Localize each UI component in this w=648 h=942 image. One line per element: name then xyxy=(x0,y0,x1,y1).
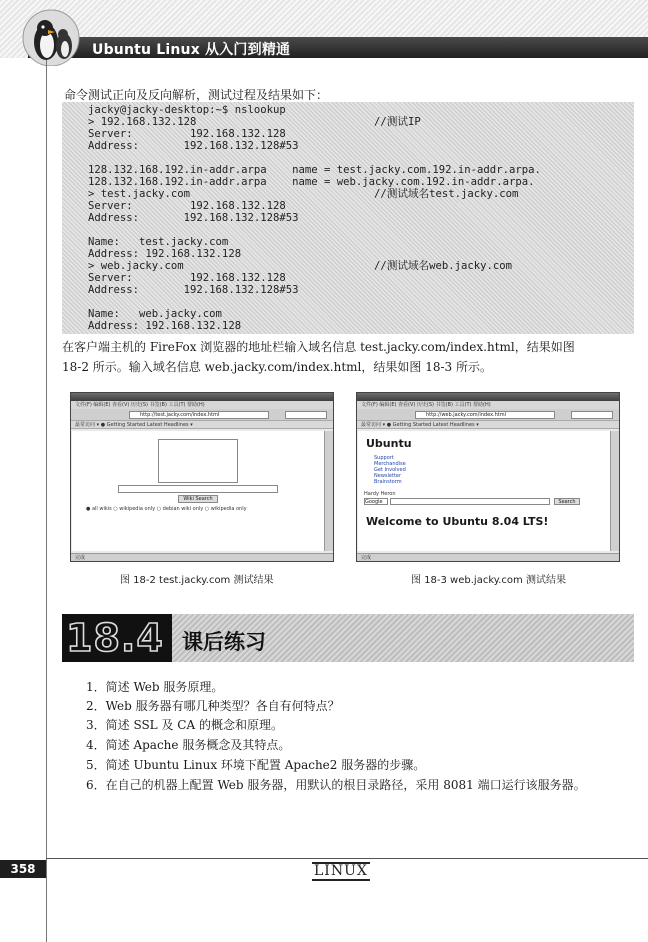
footer-rule xyxy=(46,858,648,859)
browser-toolbar xyxy=(71,409,333,421)
page-number: 358 xyxy=(10,862,36,876)
link-item: Newsletter xyxy=(374,473,402,479)
terminal-line: Address: 192.168.132.128#53 xyxy=(88,140,299,152)
search-field xyxy=(118,485,278,493)
wiki-radio-options: ● all wikis ○ wikipedia only ○ debian wiki only ○ wikipedia only xyxy=(86,506,247,512)
google-search-field xyxy=(390,498,550,505)
browser-url-bar: http://web.jacky.com/index.html xyxy=(415,411,555,419)
penguin-icon xyxy=(18,6,84,66)
image-placeholder xyxy=(158,439,238,483)
browser-titlebar xyxy=(357,393,619,401)
terminal-line: Address: 192.168.132.128 xyxy=(88,320,242,332)
figure-18-3-screenshot xyxy=(356,392,620,562)
figure-18-2-screenshot xyxy=(70,392,334,562)
terminal-line: Name: web.jacky.com xyxy=(88,308,222,320)
browser-scrollbar xyxy=(610,431,619,551)
terminal-line: > 192.168.132.128 xyxy=(88,116,197,128)
terminal-line: 128.132.168.192.in-addr.arpa name = web.jacky.com.192.in-addr.arpa. xyxy=(88,176,535,188)
page-heading: Ubuntu xyxy=(366,437,412,450)
terminal-line: Server: 192.168.132.128 xyxy=(88,128,286,140)
section-number: 18.4 xyxy=(66,616,164,660)
link-item: Support xyxy=(374,455,394,461)
link-item: Brainstorm xyxy=(374,479,402,485)
exercise-item: 1．简述 Web 服务原理。 xyxy=(86,680,224,694)
terminal-line: Address: 192.168.132.128#53 xyxy=(88,284,299,296)
terminal-block xyxy=(62,102,634,334)
footer-logo: LINUX xyxy=(314,863,368,879)
google-label: Google xyxy=(364,498,388,505)
hardy-heron-label: Hardy Heron xyxy=(364,491,396,497)
exercise-item: 3．简述 SSL 及 CA 的概念和原理。 xyxy=(86,718,283,732)
body-paragraph-line: 18-2 所示。输入域名信息 web.jacky.com/index.html，结果如图 18-3 所示。 xyxy=(62,360,492,374)
link-list xyxy=(374,455,406,485)
browser-menubar: 文件(F) 编辑(E) 查看(V) 历史(S) 书签(B) 工具(T) 帮助(H) xyxy=(357,401,619,409)
terminal-comment: //测试域名web.jacky.com xyxy=(374,260,513,272)
browser-url-bar: http://test.jacky.com/index.html xyxy=(129,411,269,419)
browser-content xyxy=(72,431,324,551)
search-button: Search xyxy=(554,498,580,505)
browser-search-box xyxy=(571,411,613,419)
browser-scrollbar xyxy=(324,431,333,551)
link-item: Get Involved xyxy=(374,467,406,473)
wiki-search-button: Wiki Search xyxy=(178,495,218,503)
terminal-line: 128.132.168.192.in-addr.arpa name = test.jacky.com.192.in-addr.arpa. xyxy=(88,164,541,176)
exercise-item: 6．在自己的机器上配置 Web 服务器，用默认的根目录路径，采用 8081 端口运行该服务器。 xyxy=(86,778,586,792)
margin-rule xyxy=(46,60,47,942)
body-paragraph-line: 在客户端主机的 FireFox 浏览器的地址栏输入域名信息 test.jacky.com/index.html，结果如图 xyxy=(62,340,575,354)
exercise-item: 2．Web 服务器有哪几种类型？各自有何特点？ xyxy=(86,699,340,713)
terminal-comment: //测试域名test.jacky.com xyxy=(374,188,519,200)
section-title: 课后练习 xyxy=(182,630,266,654)
browser-statusbar: 完成 xyxy=(71,553,333,561)
browser-titlebar xyxy=(71,393,333,401)
terminal-line: Address: 192.168.132.128#53 xyxy=(88,212,299,224)
terminal-line: Name: test.jacky.com xyxy=(88,236,229,248)
terminal-line: Server: 192.168.132.128 xyxy=(88,200,286,212)
exercise-item: 5．简述 Ubuntu Linux 环境下配置 Apache2 服务器的步骤。 xyxy=(86,758,426,772)
browser-statusbar: 完成 xyxy=(357,553,619,561)
browser-menubar: 文件(F) 编辑(E) 查看(V) 历史(S) 书签(B) 工具(T) 帮助(H) xyxy=(71,401,333,409)
terminal-comment: //测试IP xyxy=(374,116,421,128)
figure-caption: 图 18-3 web.jacky.com 测试结果 xyxy=(411,575,566,586)
terminal-line: > test.jacky.com xyxy=(88,188,191,200)
header-title: Ubuntu Linux 从入门到精通 xyxy=(92,42,291,58)
terminal-line: Address: 192.168.132.128 xyxy=(88,248,242,260)
terminal-line: Server: 192.168.132.128 xyxy=(88,272,286,284)
terminal-line: > web.jacky.com xyxy=(88,260,184,272)
browser-toolbar xyxy=(357,409,619,421)
exercise-item: 4．简述 Apache 服务概念及其特点。 xyxy=(86,738,291,752)
browser-bookmarks-bar: 最常访问 ▾ ● Getting Started Latest Headlines ▾ xyxy=(357,421,619,429)
browser-content xyxy=(358,431,610,551)
browser-search-box xyxy=(285,411,327,419)
welcome-heading: Welcome to Ubuntu 8.04 LTS! xyxy=(366,515,549,528)
terminal-line: jacky@jacky-desktop:~$ nslookup xyxy=(88,104,286,116)
intro-text: 命令测试正向及反向解析，测试过程及结果如下： xyxy=(64,88,329,102)
browser-bookmarks-bar: 最常访问 ▾ ● Getting Started Latest Headlines ▾ xyxy=(71,421,333,429)
figure-caption: 图 18-2 test.jacky.com 测试结果 xyxy=(120,575,274,586)
link-item: Merchandise xyxy=(374,461,406,467)
